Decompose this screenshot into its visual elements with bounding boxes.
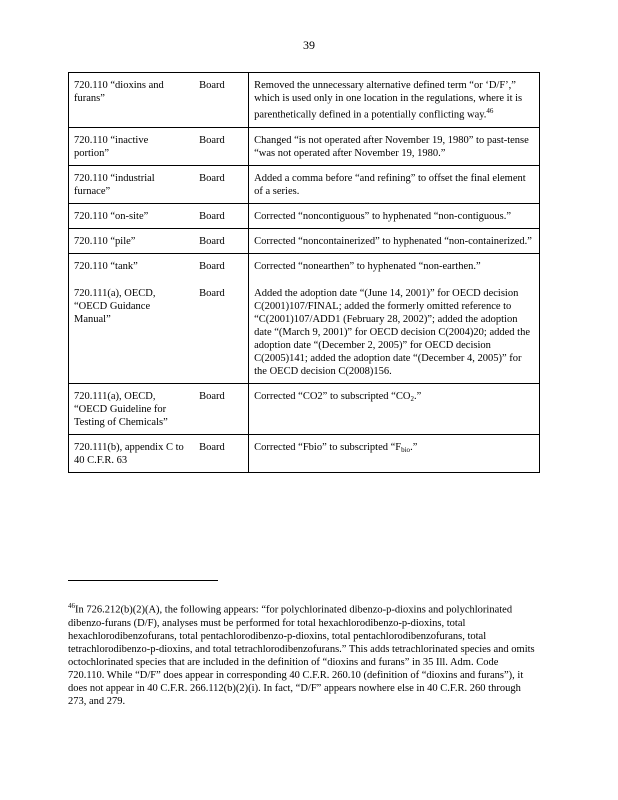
footnote	[68, 600, 536, 708]
section-reference: 720.111(a), OECD, “OECD Guideline for Testing of Chemicals”	[74, 390, 168, 428]
change-text: Added the adoption date “(June 14, 2001)” for OECD decision C(2001)107/FINAL; added the formerly omitted reference to “C(2001)107/ADD1 (February 28, 2002)”; added the adoption date “(March 9, 2001)” for OECD decision C(2004)20; added the adoption date “(December 2, 2005)” for OECD decision C(2005)141; added the adoption date “(December 4, 2005)” for the OECD decision C(2008)156.	[254, 287, 530, 377]
footnote-number: 46	[68, 602, 75, 610]
section-cell	[69, 127, 249, 165]
subscript: bio	[401, 445, 411, 454]
section-cell	[69, 165, 249, 203]
change-description: Corrected “noncontiguous” to hyphenated “non-contiguous.”	[249, 203, 540, 228]
change-description: Added a comma before “and refining” to offset the final element of a series.	[249, 165, 540, 203]
footnote-text: In 726.212(b)(2)(A), the following appears: “for polychlorinated dibenzo-p-dioxins and polychlorinated dibenzo-furans (D/F), analyses must be performed for total hexachlorodibenzo-p-dioxins, total hexachlorodibenzofurans, total pentachlorodibenzo-p-dioxins, total pentachlorodibenzofurans, total tetrachlorodibenzo-p-dioxins, and total tetrachlorodibenzofurans.” This adds tetrachlorinated species and omits octochlorinated species that are included in the definition of “dioxins and furans” in 35 Ill. Adm. Code 720.110. While “D/F” does appear in corresponding 40 C.F.R. 260.10 (definition of “dioxins and furans”), it does not appear in 40 C.F.R. 266.112(b)(2)(i). In fact, “D/F” appears nowhere else in 40 C.F.R. 260 through 273, and 279.	[68, 604, 535, 707]
change-text: Corrected “Fbio” to subscripted “F	[254, 441, 402, 453]
agency: Board	[199, 210, 225, 222]
section-reference: 720.110 “on-site”	[74, 210, 149, 222]
change-description	[249, 434, 540, 472]
change-description: Corrected “noncontainerized” to hyphenated “non-containerized.”	[249, 228, 540, 253]
section-reference: 720.110 “inactive portion”	[74, 134, 149, 159]
subscript: 2	[410, 394, 414, 403]
page-number: 39	[303, 38, 315, 52]
section-cell	[69, 228, 249, 253]
change-description	[249, 73, 540, 128]
footnote-divider	[68, 580, 218, 581]
change-text-end: .”	[410, 441, 418, 453]
agency: Board	[199, 134, 225, 146]
table-row	[69, 127, 540, 165]
section-cell	[69, 73, 249, 128]
section-reference: 720.111(b), appendix C to 40 C.F.R. 63	[74, 441, 184, 466]
changes-table	[68, 72, 540, 473]
section-reference: 720.110 “pile”	[74, 235, 136, 247]
footnote-ref: 46	[486, 107, 494, 115]
table-row	[69, 73, 540, 128]
agency: Board	[199, 80, 225, 91]
change-description: Changed “is not operated after November 19, 1980” to past-tense “was not operated after November 19, 1980.”	[249, 127, 540, 165]
agency: Board	[199, 390, 225, 402]
section-reference: 720.110 “dioxins and furans”	[74, 80, 164, 104]
change-text: Corrected “nonearthen” to hyphenated “non-earthen.”	[254, 260, 481, 272]
change-text: Corrected “CO2” to subscripted “CO	[254, 390, 411, 402]
change-description	[249, 383, 540, 434]
section-reference: 720.110 “industrial furnace”	[74, 172, 155, 197]
agency: Board	[199, 235, 225, 247]
agency: Board	[199, 287, 225, 299]
section-reference: 720.110 “tank”	[74, 260, 138, 272]
agency: Board	[199, 260, 225, 272]
table-row	[69, 203, 540, 228]
section-cell	[69, 203, 249, 228]
section-cell	[69, 383, 249, 434]
change-description	[249, 253, 540, 383]
change-text-end: .”	[413, 390, 422, 402]
table-row	[69, 253, 540, 383]
section-cell	[69, 253, 249, 383]
agency: Board	[199, 172, 225, 184]
table-row	[69, 228, 540, 253]
change-text: Removed the unnecessary alternative defined term “or ‘D/F’,” which is used only in one location in the regulations, where it is parenthetically defined in a potentially conflicting way.	[254, 80, 523, 121]
table-row	[69, 165, 540, 203]
section-reference: 720.111(a), OECD, “OECD Guidance Manual”	[74, 287, 156, 325]
table-row	[69, 434, 540, 472]
section-cell	[69, 434, 249, 472]
agency: Board	[199, 441, 225, 453]
table-row	[69, 383, 540, 434]
